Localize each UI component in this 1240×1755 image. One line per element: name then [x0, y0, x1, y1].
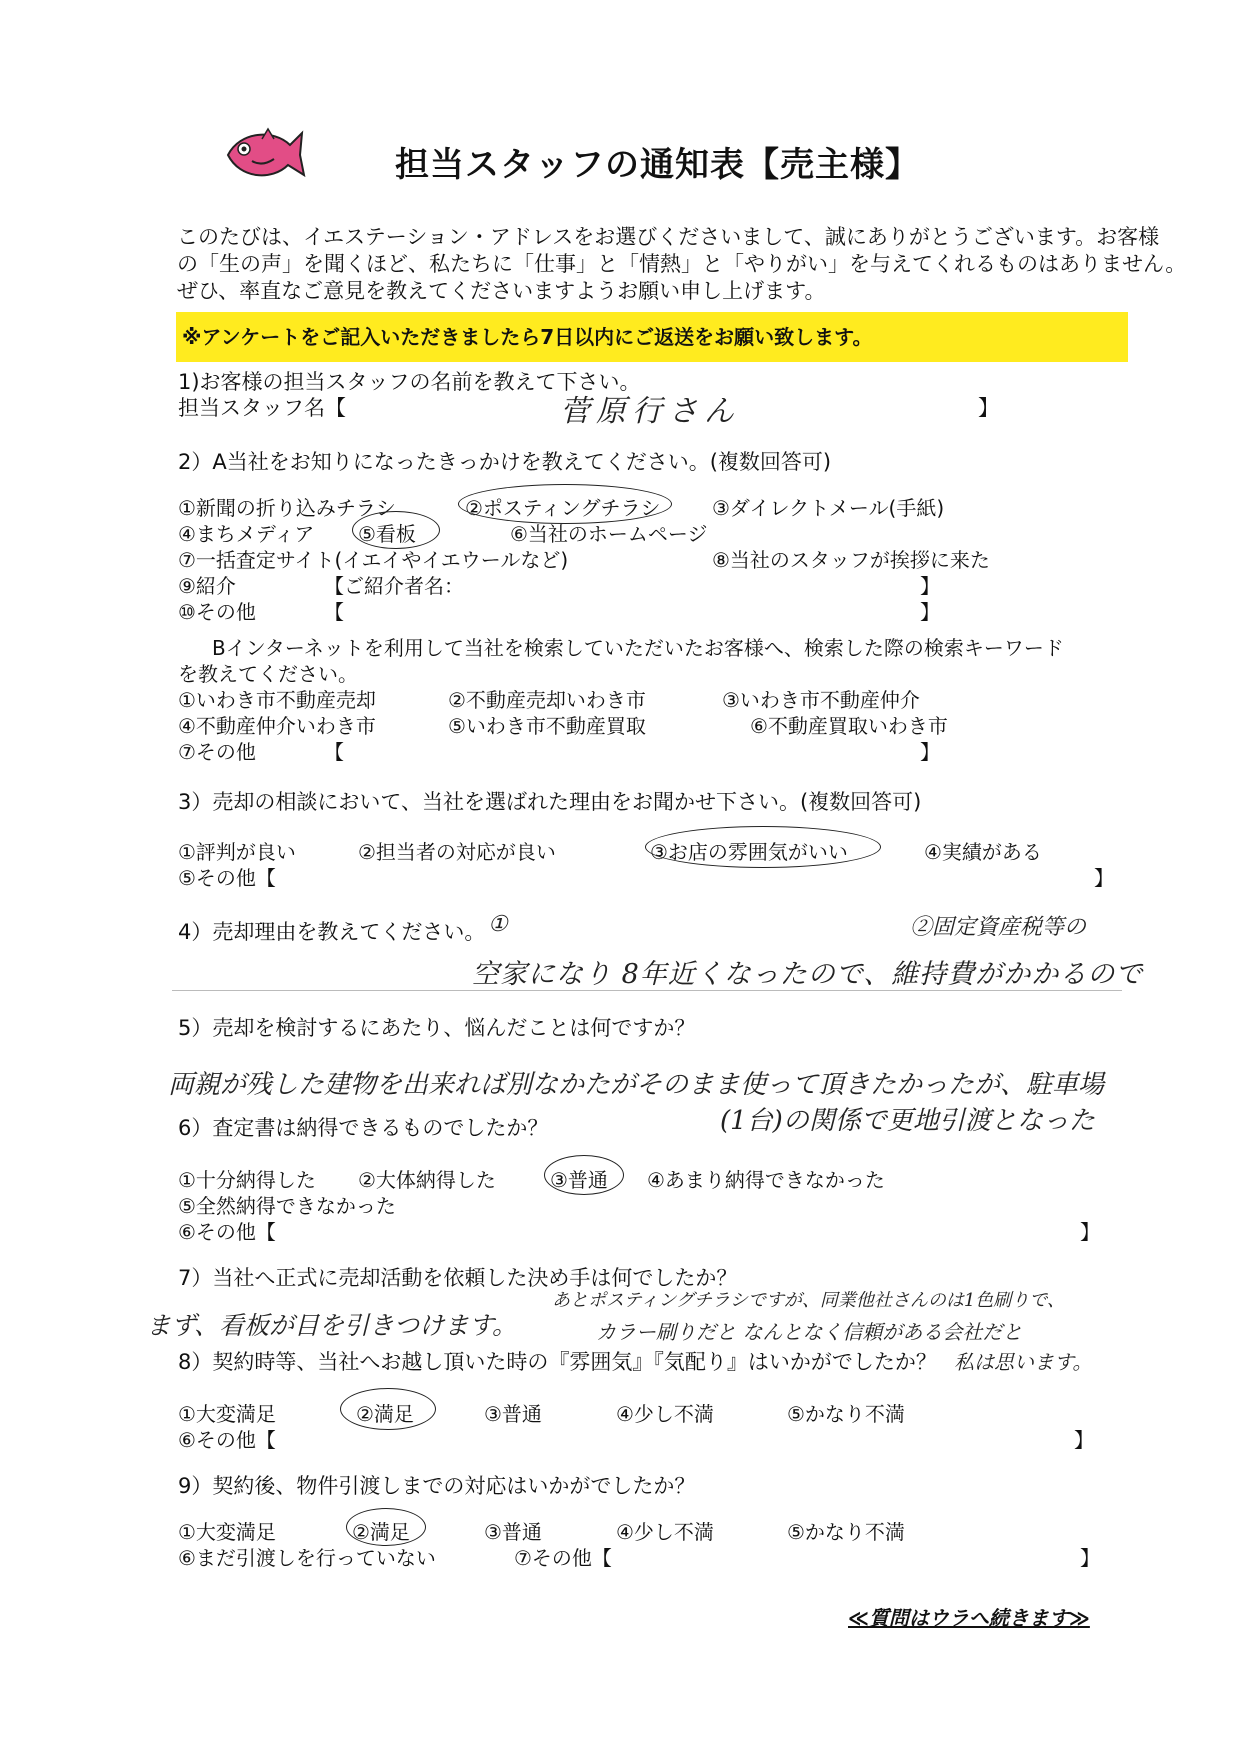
q3-option-3: ③お店の雰囲気がいい: [650, 840, 848, 864]
q6-question: 6）査定書は納得できるものでしたか？: [178, 1116, 549, 1140]
q2b-option-5: ⑤いわき市不動産買取: [448, 714, 646, 738]
q2b-intro-1: Bインターネットを利用して当社を検索していただいたお客様へ、検索した際の検索キーワード: [212, 636, 1064, 660]
q3-option-4: ④実績がある: [924, 840, 1042, 864]
q2b-option-3: ③いわき市不動産仲介: [722, 688, 920, 712]
q5-question: 5）売却を検討するにあたり、悩んだことは何ですか？: [178, 1016, 696, 1040]
q8-option-1: ①大変満足: [178, 1402, 276, 1426]
q3-other-close: 】: [1094, 866, 1114, 890]
q3-option-3-circle: [645, 826, 881, 868]
q9-option-6: ⑥まだ引渡しを行っていない: [178, 1546, 436, 1570]
q2b-option-7: ⑦その他: [178, 740, 256, 764]
q3-option-1: ①評判が良い: [178, 840, 296, 864]
q2b-option-1: ①いわき市不動産売却: [178, 688, 376, 712]
q2-option-4: ④まちメディア: [178, 522, 315, 546]
q6-option-5: ⑤全然納得できなかった: [178, 1194, 396, 1218]
notice-banner: ※アンケートをご記入いただきましたら7日以内にご返送をお願い致します。: [176, 312, 1128, 362]
continue-note: ≪質問はウラへ続きます≫: [848, 1606, 1090, 1630]
q8-question: 8）契約時等、当社へお越し頂いた時の『雰囲気』『気配り』はいかがでしたか？: [178, 1350, 937, 1374]
q2-option-1: ①新聞の折り込みチラシ: [178, 496, 396, 520]
q2b-other-close: 】: [920, 740, 940, 764]
q6-other-close: 】: [1080, 1220, 1100, 1244]
q2-referrer-field: 【ご紹介者名：: [324, 574, 464, 598]
q6-option-3-circle: [544, 1155, 624, 1195]
intro-line-3: ぜひ、率直なご意見を教えてくださいますようお願い申し上げます。: [177, 279, 826, 303]
q7-question: 7）当社へ正式に売却活動を依頼した決め手は何でしたか？: [178, 1266, 738, 1290]
q2b-other-open: 【: [324, 740, 344, 764]
q9-option-4: ④少し不満: [616, 1520, 714, 1544]
q8-other-close: 】: [1074, 1428, 1094, 1452]
q6-option-1: ①十分納得した: [178, 1168, 316, 1192]
q2-option-8: ⑧当社のスタッフが挨拶に来た: [712, 548, 990, 572]
q9-option-1: ①大変満足: [178, 1520, 276, 1544]
page-title: 担当スタッフの通知表【売主様】: [395, 145, 920, 185]
q2b-option-4: ④不動産仲介いわき市: [178, 714, 376, 738]
q4-handwritten-answer: 空家になり 8年近くなったので、維持費がかかるので: [472, 959, 1144, 990]
q1-label: 担当スタッフ名【: [178, 396, 346, 420]
q4-mark-1: ①: [488, 912, 508, 937]
q6-option-2: ②大体納得した: [358, 1168, 496, 1192]
q3-option-2: ②担当者の対応が良い: [358, 840, 556, 864]
q4-answer-note: ②固定資産税等の: [910, 915, 1087, 940]
q7-handwritten-answer-right-1: あとポスティングチラシですが、同業他社さんのは1色刷りで、: [552, 1290, 1065, 1311]
q9-option-2: ②満足: [352, 1520, 410, 1544]
q2-other-open: 【: [324, 600, 344, 624]
q2-option-3: ③ダイレクトメール(手紙): [712, 496, 945, 520]
q2-option-6: ⑥当社のホームページ: [510, 522, 708, 546]
q1-question: 1)お客様の担当スタッフの名前を教えて下さい。: [178, 370, 641, 394]
q2-question: 2）A当社をお知りになったきっかけを教えてください。(複数回答可): [178, 450, 832, 474]
q9-option-7: ⑦その他【: [514, 1546, 612, 1570]
q2-other-close: 】: [920, 600, 940, 624]
q4-question: 4）売却理由を教えてください。: [178, 920, 486, 944]
q2b-option-6: ⑥不動産買取いわき市: [750, 714, 948, 738]
q6-option-4: ④あまり納得できなかった: [647, 1168, 885, 1192]
q2-option-2: ②ポスティングチラシ: [465, 496, 661, 520]
q9-option-5: ⑤かなり不満: [787, 1520, 905, 1544]
q9-other-close: 】: [1080, 1546, 1100, 1570]
q2-option-9: ⑨紹介: [178, 574, 236, 598]
q6-option-3: ③普通: [550, 1168, 608, 1192]
q8-option-3: ③普通: [484, 1402, 542, 1426]
q5-handwritten-answer-1: 両親が残した建物を出来れば別なかたがそのまま使って頂きたかったが、駐車場: [168, 1070, 1105, 1100]
q1-close-bracket: 】: [978, 396, 999, 420]
q2-option-5: ⑤看板: [358, 522, 416, 546]
intro-line-2: の「生の声」を聞くほど、私たちに「仕事」と「情熱」と「やりがい」を与えてくれるものはありません。: [177, 252, 1187, 276]
q8-option-4: ④少し不満: [616, 1402, 714, 1426]
q2b-intro-2: を教えてください。: [178, 662, 358, 686]
q7-handwritten-answer-right-2: カラー刷りだと なんとなく信頼がある会社だと: [596, 1320, 1023, 1344]
q2-referrer-close: 】: [920, 574, 940, 598]
q2b-option-2: ②不動産売却いわき市: [448, 688, 646, 712]
q3-option-5: ⑤その他【: [178, 866, 276, 890]
q8-option-5: ⑤かなり不満: [787, 1402, 905, 1426]
q9-question: 9）契約後、物件引渡しまでの対応はいかがでしたか？: [178, 1474, 696, 1498]
q9-option-3: ③普通: [484, 1520, 542, 1544]
q3-question: 3）売却の相談において、当社を選ばれた理由をお聞かせ下さい。(複数回答可): [178, 790, 922, 814]
q6-option-6: ⑥その他【: [178, 1220, 276, 1244]
q2-option-10: ⑩その他: [178, 600, 256, 624]
q7-handwritten-answer-left: まず、看板が目を引きつけます。: [146, 1311, 518, 1340]
q4-answer-line: [172, 990, 1122, 991]
q8-option-2-circle: [340, 1388, 436, 1430]
q5-handwritten-answer-2: (1台)の関係で更地引渡となった: [720, 1106, 1095, 1136]
q8-option-6: ⑥その他【: [178, 1428, 276, 1452]
q8-option-2: ②満足: [356, 1402, 414, 1426]
q9-option-2-circle: [346, 1508, 426, 1546]
q1-handwritten-answer: 菅原行さん: [560, 394, 740, 429]
q7-handwritten-answer-right-3: 私は思います。: [954, 1350, 1093, 1374]
fish-mascot-icon: [222, 125, 307, 183]
intro-line-1: このたびは、イエステーション・アドレスをお選びくださいまして、誠にありがとうございます。お客様: [177, 225, 1160, 249]
q2-option-7: ⑦一括査定サイト(イエイやイエウールなど): [178, 548, 569, 572]
